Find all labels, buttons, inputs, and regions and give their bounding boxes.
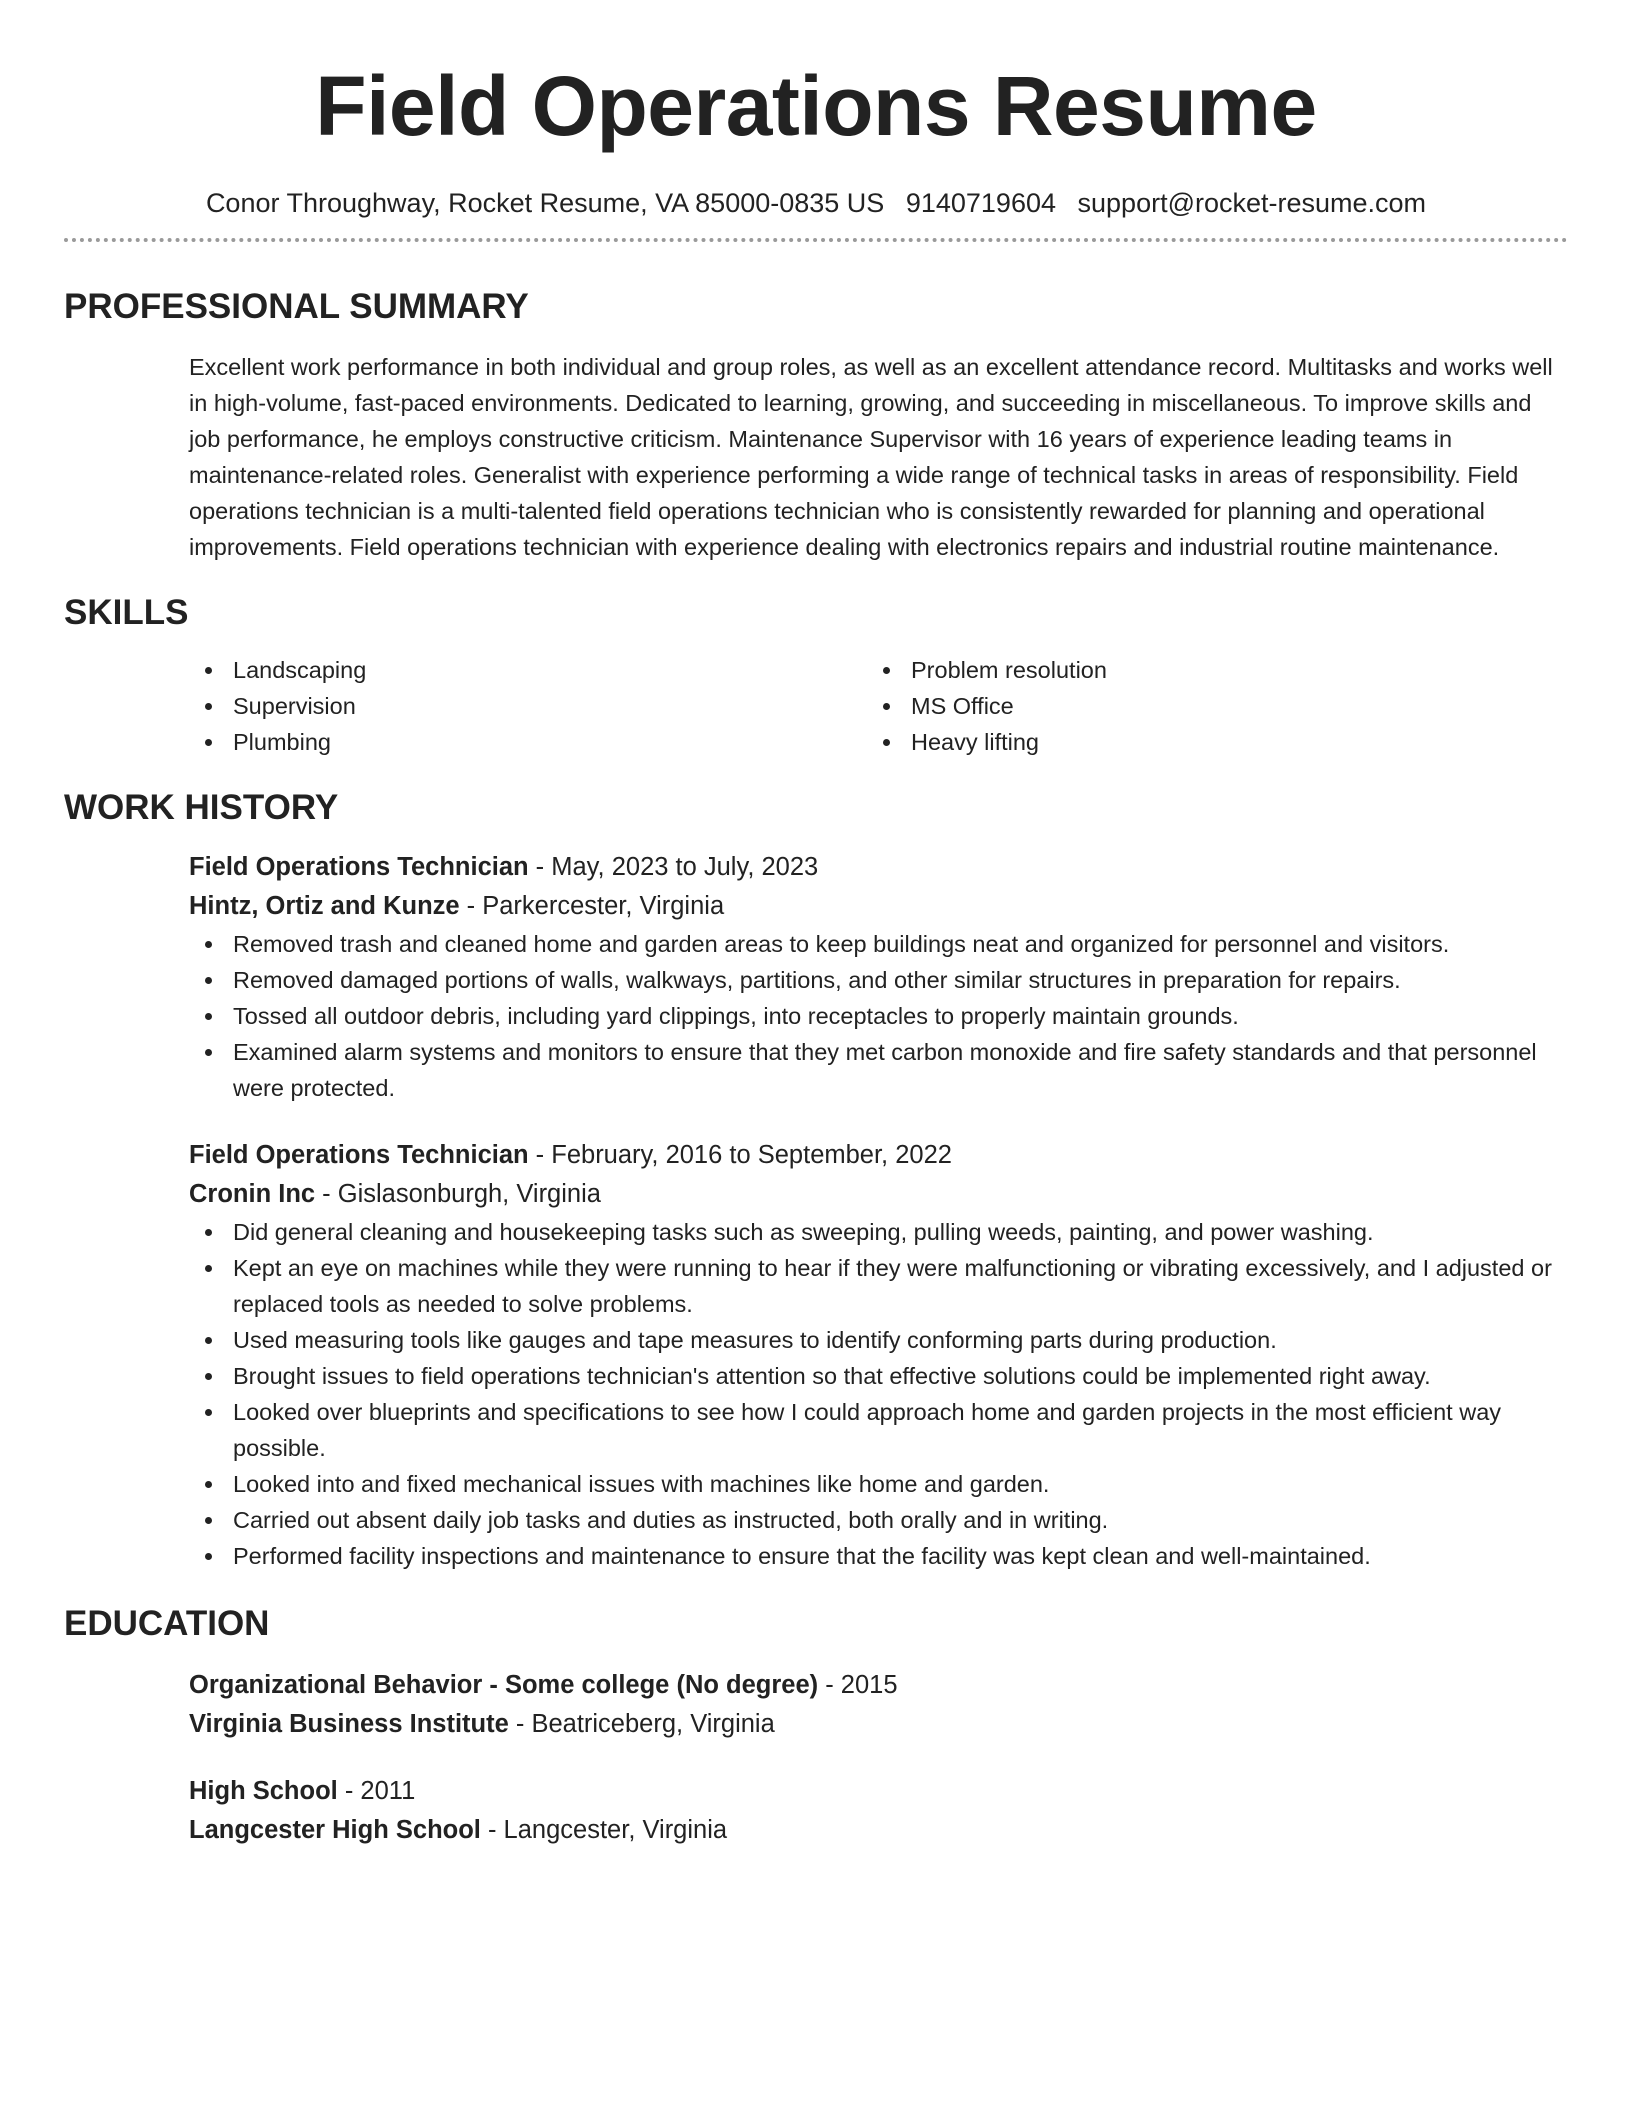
skill-item: Problem resolution [867,652,1545,688]
job-dates: - May, 2023 to July, 2023 [528,853,819,881]
education-entry [189,1666,1568,1744]
job-location: - Parkercester, Virginia [459,892,725,920]
job-company-line [189,887,1568,926]
job-bullet: Used measuring tools like gauges and tape measures to identify conforming parts during production. [189,1322,1568,1358]
job-bullet: Kept an eye on machines while they were running to hear if they were malfunctioning or vibrating excessively, and I adjusted or replaced tools as needed to solve problems. [189,1250,1568,1322]
job-bullet: Removed trash and cleaned home and garden areas to keep buildings neat and organized for personnel and visitors. [189,926,1568,962]
job-entry [189,1136,1568,1574]
education-year: - 2011 [337,1777,416,1805]
job-bullet: Tossed all outdoor debris, including yard clippings, into receptacles to properly maintain grounds. [189,998,1568,1034]
education-section [64,1602,1568,1850]
skill-item: Heavy lifting [867,724,1545,760]
education-degree: High School [189,1777,338,1805]
job-company-line [189,1175,1568,1214]
education-heading: EDUCATION [64,1604,270,1643]
job-title-line [189,1136,1568,1175]
education-entry [189,1772,1568,1850]
summary-text: Excellent work performance in both individual and group roles, as well as an excellent attendance record. Multitasks and works well in high-volume, fast-paced environments. Dedicated to learning, growing, and succeeding in miscellaneous. To improve skills and job performance, he employs constructive criticism. Maintenance Supervisor with 16 years of experience leading teams in maintenance-related roles. Generalist with experience performing a wide range of technical tasks in areas of responsibility. Field operations technician is a multi-talented field operations technician who is consistently rewarded for planning and operational improvements. Field operations technician with experience dealing with electronics repairs and industrial routine maintenance. [189,354,1553,560]
resume-title: Field Operations Resume [315,59,1317,153]
education-location: - Beatriceberg, Virginia [508,1710,775,1738]
job-bullet-list [189,1214,1568,1574]
job-entry [189,848,1568,1106]
skill-item: Supervision [189,688,867,724]
skill-item: MS Office [867,688,1545,724]
job-title: Field Operations Technician [189,853,529,881]
contact-phone: 9140719604 [905,188,1056,218]
skills-column-left [189,652,867,760]
job-bullet: Performed facility inspections and maintenance to ensure that the facility was kept clean and well-maintained. [189,1538,1568,1574]
education-year: - 2015 [818,1671,898,1699]
summary-heading: PROFESSIONAL SUMMARY [64,287,529,326]
contact-address: Conor Throughway, Rocket Resume, VA 85000-0835 US [205,188,885,218]
job-bullet: Brought issues to field operations technician's attention so that effective solutions could be implemented right away. [189,1358,1568,1394]
job-dates: - February, 2016 to September, 2022 [528,1141,952,1169]
skills-column-right [867,652,1545,760]
skills-section [64,591,1568,760]
contact-email: support@rocket-resume.com [1077,188,1427,218]
skills-heading: SKILLS [64,593,189,632]
education-school: Langcester High School [189,1816,481,1844]
job-bullet: Looked over blueprints and specifications to see how I could approach home and garden projects in the most efficient way possible. [189,1394,1568,1466]
contact-line [64,186,1568,220]
education-location: - Langcester, Virginia [480,1816,728,1844]
education-degree-line [189,1772,1568,1811]
job-bullet: Examined alarm systems and monitors to ensure that they met carbon monoxide and fire safety standards and that personnel were protected. [189,1034,1568,1106]
job-bullet: Carried out absent daily job tasks and duties as instructed, both orally and in writing. [189,1502,1568,1538]
job-bullet-list [189,926,1568,1106]
job-title: Field Operations Technician [189,1141,529,1169]
skill-item: Landscaping [189,652,867,688]
skill-item: Plumbing [189,724,867,760]
education-school-line [189,1811,1568,1850]
education-degree: Organizational Behavior - Some college (No degree) [189,1671,819,1699]
job-bullet: Did general cleaning and housekeeping tasks such as sweeping, pulling weeds, painting, and power washing. [189,1214,1568,1250]
job-title-line [189,848,1568,887]
education-degree-line [189,1666,1568,1705]
work-heading: WORK HISTORY [64,788,339,827]
work-section [64,786,1568,1574]
header-divider [64,238,1568,242]
job-company: Hintz, Ortiz and Kunze [189,892,460,920]
job-location: - Gislasonburgh, Virginia [315,1180,601,1208]
skills-grid [189,652,1568,760]
summary-section [64,285,1568,565]
education-school: Virginia Business Institute [189,1710,509,1738]
job-company: Cronin Inc [189,1180,316,1208]
job-bullet: Removed damaged portions of walls, walkways, partitions, and other similar structures in preparation for repairs. [189,962,1568,998]
education-school-line [189,1705,1568,1744]
job-bullet: Looked into and fixed mechanical issues with machines like home and garden. [189,1466,1568,1502]
